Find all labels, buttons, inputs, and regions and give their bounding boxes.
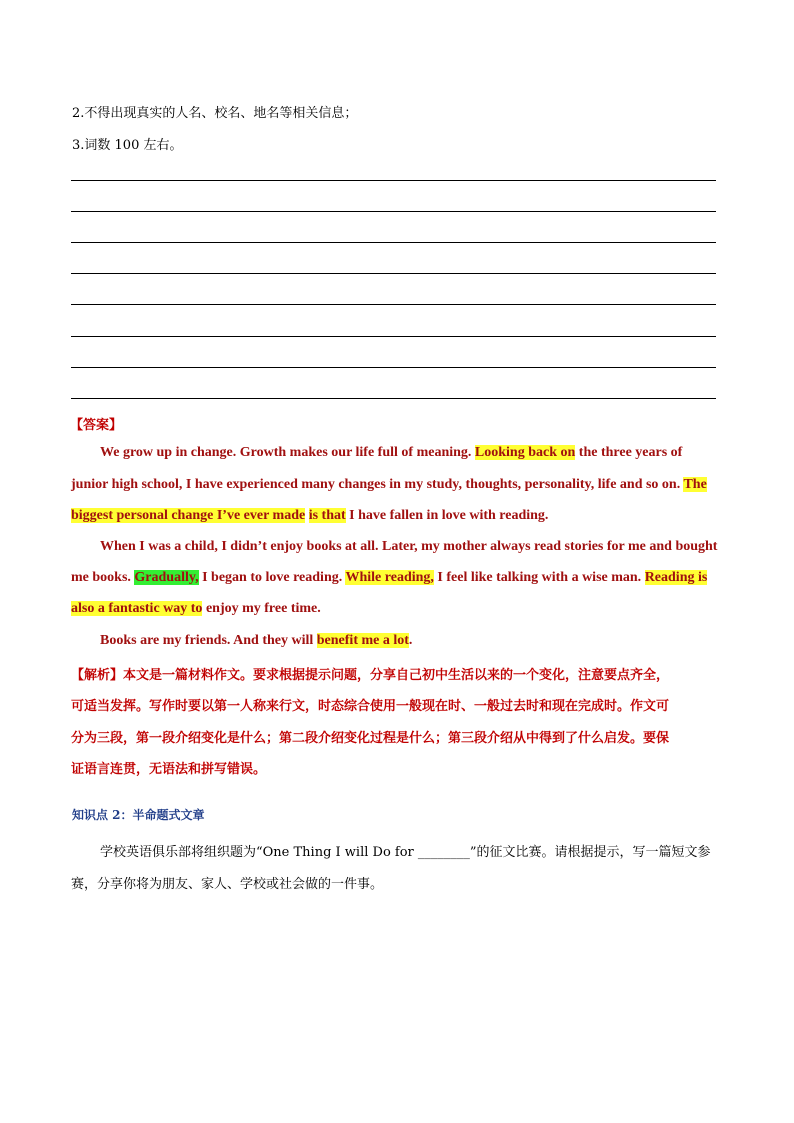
analysis-line: 【解析】本文是一篇材料作文。要求根据提示问题，分享自己初中生活以来的一个变化，注意要点齐全， <box>71 668 670 683</box>
writing-line <box>71 273 716 274</box>
essay-line: When I was a child, I didn’t enjoy books at all. Later, my mother always read stories for me and bought <box>100 539 718 554</box>
highlight: biggest personal change I’ve ever made <box>71 508 306 523</box>
essay-line: biggest personal change I’ve ever made is that I have fallen in love with reading. <box>71 508 549 523</box>
knowledge-point-heading: 知识点 2：半命题式文章 <box>72 808 205 822</box>
highlight: While reading, <box>345 570 434 585</box>
writing-line <box>71 367 716 368</box>
prompt-line: 赛，分享你将为朋友、家人、学校或社会做的一件事。 <box>71 877 384 892</box>
highlight: Reading is <box>644 570 708 585</box>
essay-line: We grow up in change. Growth makes our life full of meaning. Looking back on the three years of <box>100 445 683 460</box>
highlight: also a fantastic way to <box>71 601 203 616</box>
essay-line: Books are my friends. And they will benefit me a lot. <box>100 633 413 648</box>
essay-line: me books. Gradually, I began to love reading. While reading, I feel like talking with a wise man. Reading is <box>71 570 708 585</box>
highlight: benefit me a lot <box>316 633 409 648</box>
writing-line <box>71 336 716 337</box>
writing-line <box>71 180 716 181</box>
analysis-line: 分为三段，第一段介绍变化是什么；第二段介绍变化过程是什么；第三段介绍从中得到了什么启发。要保 <box>71 731 670 746</box>
writing-line <box>71 211 716 212</box>
writing-line <box>71 304 716 305</box>
requirement-3: 3.词数 100 左右。 <box>72 138 183 153</box>
analysis-line: 可适当发挥。写作时要以第一人称来行文，时态综合使用一般现在时、一般过去时和现在完成时。作文可 <box>71 699 670 714</box>
essay-line: junior high school, I have experienced many changes in my study, thoughts, personality, life and so on. The <box>71 477 707 492</box>
answer-label: 【答案】 <box>70 418 123 433</box>
highlight: Gradually, <box>134 570 199 585</box>
highlight: is that <box>308 508 346 523</box>
highlight: Looking back on <box>474 445 576 460</box>
requirement-2: 2.不得出现真实的人名、校名、地名等相关信息； <box>72 106 358 121</box>
analysis-line: 证语言连贯，无语法和拼写错误。 <box>71 762 267 777</box>
writing-line <box>71 398 716 399</box>
prompt-line: 学校英语俱乐部将组织题为“One Thing I will Do for ________”的征文比赛。请根据提示，写一篇短文参 <box>100 845 711 860</box>
writing-line <box>71 242 716 243</box>
highlight: The <box>683 477 707 492</box>
essay-line: also a fantastic way to enjoy my free time. <box>71 601 321 616</box>
